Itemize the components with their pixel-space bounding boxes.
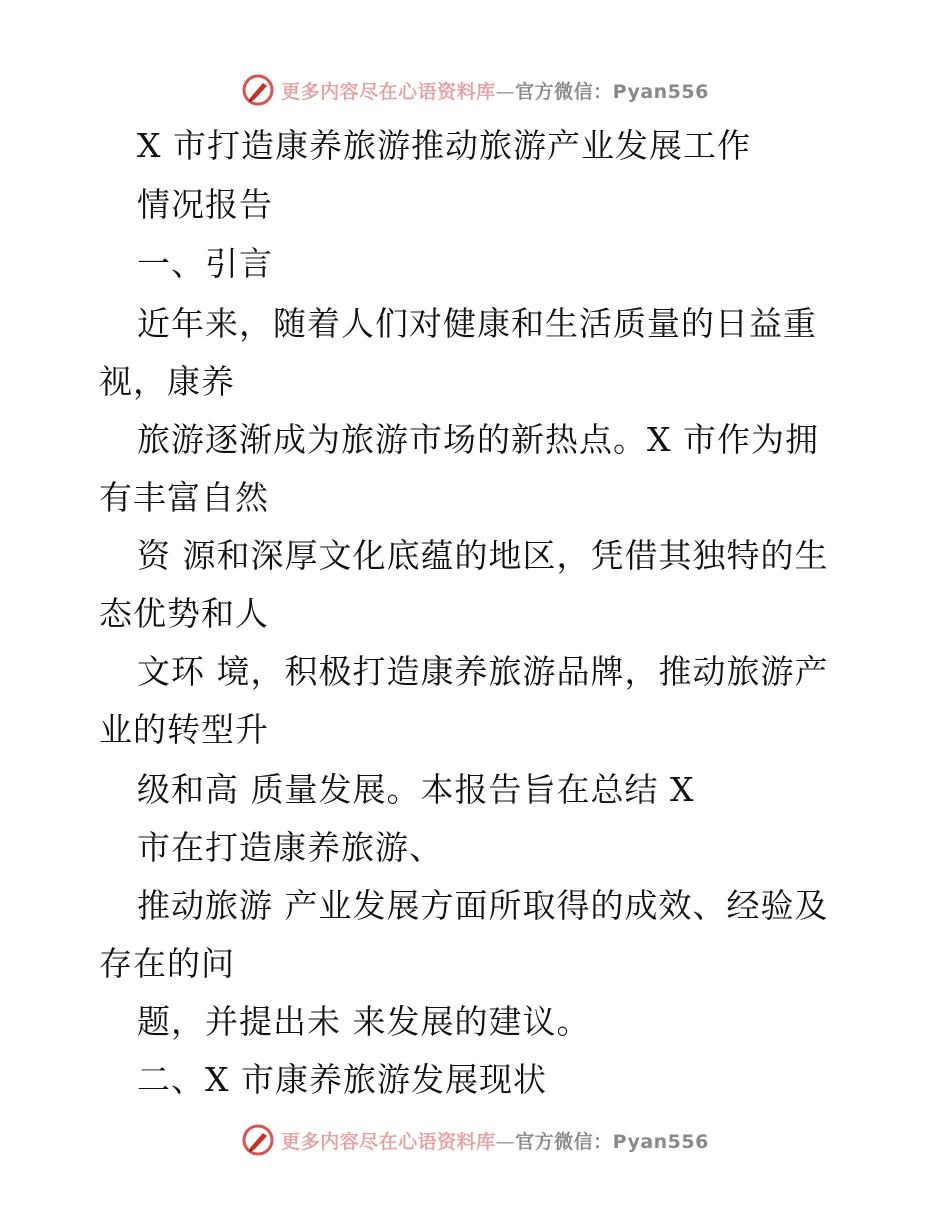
paragraph-line: 级和高 质量发展。本报告旨在总结 X bbox=[137, 770, 695, 809]
watermark-banner-top bbox=[0, 70, 950, 110]
paragraph-line: 推动旅游 产业发展方面所取得的成效、经验及 bbox=[137, 886, 829, 925]
watermark-brand: 更多内容尽在心语资料库 bbox=[281, 1130, 496, 1153]
watermark-text bbox=[281, 1127, 709, 1154]
watermark-text bbox=[281, 77, 709, 104]
paragraph-line: 业的转型升 bbox=[99, 710, 269, 749]
paragraph-line: 有丰富自然 bbox=[99, 478, 269, 517]
watermark-contact: 官方微信：Pyan556 bbox=[515, 1130, 709, 1153]
watermark-contact: 官方微信：Pyan556 bbox=[515, 80, 709, 103]
paragraph-line: 文环 境，积极打造康养旅游品牌，推动旅游产 bbox=[137, 652, 829, 691]
section-heading-introduction: 一、引言 bbox=[137, 244, 273, 283]
paragraph-line: 存在的问 bbox=[99, 944, 235, 983]
watermark-banner-bottom bbox=[0, 1120, 950, 1160]
pen-logo-icon bbox=[241, 1123, 275, 1157]
watermark-separator: — bbox=[495, 1130, 516, 1153]
document-title-line-1: X 市打造康养旅游推动旅游产业发展工作 bbox=[137, 126, 751, 165]
document-title-line-2: 情况报告 bbox=[137, 185, 273, 224]
paragraph-line: 近年来，随着人们对健康和生活质量的日益重 bbox=[137, 304, 817, 343]
section-heading-status: 二、X 市康养旅游发展现状 bbox=[137, 1060, 547, 1099]
paragraph-line: 题，并提出未 来发展的建议。 bbox=[137, 1002, 591, 1041]
watermark-brand: 更多内容尽在心语资料库 bbox=[281, 80, 496, 103]
paragraph-line: 视，康养 bbox=[99, 362, 235, 401]
watermark-separator: — bbox=[495, 80, 516, 103]
paragraph-line: 市在打造康养旅游、 bbox=[137, 828, 443, 867]
pen-logo-icon bbox=[241, 73, 275, 107]
paragraph-line: 态优势和人 bbox=[99, 594, 269, 633]
paragraph-line: 资 源和深厚文化底蕴的地区，凭借其独特的生 bbox=[137, 536, 829, 575]
paragraph-line: 旅游逐渐成为旅游市场的新热点。X 市作为拥 bbox=[137, 420, 819, 459]
